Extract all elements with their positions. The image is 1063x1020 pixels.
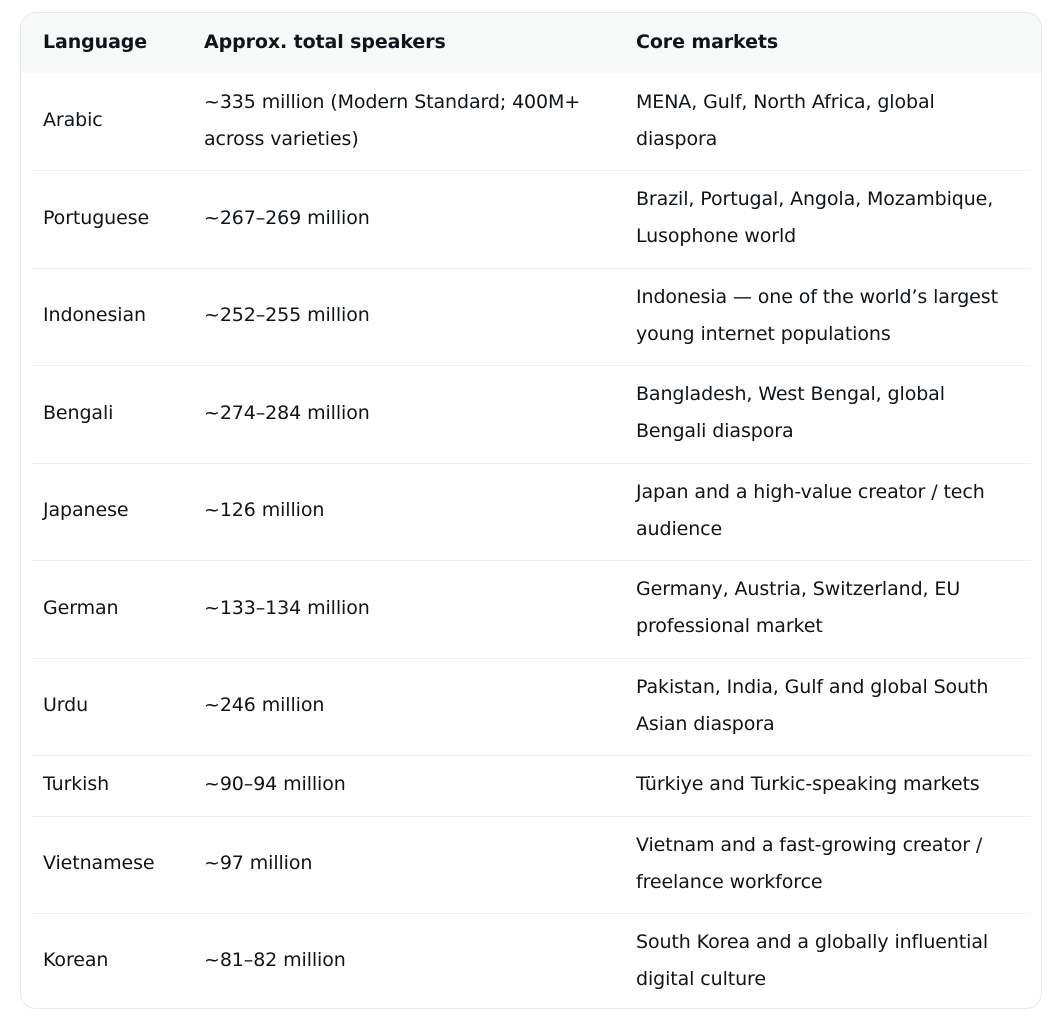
cell-markets-line: Bengali diaspora xyxy=(636,420,794,442)
cell-markets-line: freelance workforce xyxy=(636,870,823,893)
cell-speakers-line: ~133–134 million xyxy=(204,596,370,619)
cell-markets-line: South Korea and a globally influential xyxy=(636,930,989,953)
cell-speakers xyxy=(204,845,312,882)
row-divider xyxy=(32,913,1031,914)
cell-markets xyxy=(636,766,980,803)
cell-markets-line: Pakistan, India, Gulf and global South xyxy=(636,675,989,698)
row-divider xyxy=(32,170,1031,171)
cell-markets-line: Japan and a high-value creator / tech xyxy=(636,480,985,503)
cell-language: German xyxy=(43,596,119,619)
cell-markets xyxy=(636,376,945,450)
cell-markets xyxy=(636,279,998,353)
languages-table xyxy=(20,12,1042,1009)
cell-speakers-line: ~246 million xyxy=(204,694,325,716)
cell-markets xyxy=(636,84,935,158)
cell-speakers-line: ~126 million xyxy=(204,499,325,521)
cell-markets-line: professional market xyxy=(636,615,823,637)
cell-markets xyxy=(636,669,988,743)
cell-speakers-line: ~97 million xyxy=(204,852,313,874)
header-speakers: Approx. total speakers xyxy=(204,31,446,53)
cell-speakers xyxy=(204,687,324,724)
row-divider xyxy=(32,816,1031,817)
cell-markets xyxy=(636,571,960,645)
cell-speakers xyxy=(204,84,580,158)
cell-speakers-line: ~252–255 million xyxy=(204,304,370,326)
row-divider xyxy=(32,268,1031,269)
cell-markets-line: Brazil, Portugal, Angola, Mozambique, xyxy=(636,188,994,210)
cell-language: Indonesian xyxy=(43,304,146,326)
cell-language: Vietnamese xyxy=(43,852,155,874)
cell-language: Arabic xyxy=(43,109,103,131)
table-header-row xyxy=(21,13,1041,73)
cell-markets-line: digital culture xyxy=(636,967,766,990)
cell-markets xyxy=(636,474,985,548)
cell-markets xyxy=(636,181,993,255)
cell-markets xyxy=(636,924,988,998)
cell-speakers-line: across varieties) xyxy=(204,127,359,150)
cell-language: Japanese xyxy=(43,499,129,521)
cell-speakers-line: ~81–82 million xyxy=(204,949,346,971)
cell-markets-line: audience xyxy=(636,517,723,540)
cell-language: Portuguese xyxy=(43,206,150,229)
cell-markets-line: young internet populations xyxy=(636,322,891,345)
cell-speakers xyxy=(204,942,346,979)
cell-markets-line: Vietnam and a fast-growing creator / xyxy=(636,833,983,856)
cell-markets-line: Bangladesh, West Bengal, global xyxy=(636,383,945,405)
cell-markets xyxy=(636,827,982,901)
cell-language: Turkish xyxy=(43,773,110,795)
cell-language: Urdu xyxy=(43,694,89,716)
cell-speakers xyxy=(204,297,370,334)
row-divider xyxy=(32,658,1031,659)
row-divider xyxy=(32,755,1031,756)
row-divider xyxy=(32,463,1031,464)
cell-markets-line: diaspora xyxy=(636,127,718,150)
cell-speakers-line: ~90–94 million xyxy=(204,773,346,795)
cell-markets-line: Indonesia — one of the world’s largest xyxy=(636,285,998,308)
cell-speakers xyxy=(204,200,370,237)
row-divider xyxy=(32,560,1031,561)
cell-markets-line: Türkiye and Turkic-speaking markets xyxy=(636,773,980,795)
header-markets: Core markets xyxy=(636,31,779,53)
cell-markets-line: MENA, Gulf, North Africa, global xyxy=(636,90,935,113)
cell-speakers-line: ~274–284 million xyxy=(204,401,370,424)
cell-markets-line: Lusophone world xyxy=(636,225,797,247)
cell-language: Korean xyxy=(43,949,109,971)
cell-speakers-line: ~335 million (Modern Standard; 400M+ xyxy=(204,90,581,113)
cell-language: Bengali xyxy=(43,401,114,424)
cell-speakers xyxy=(204,590,370,627)
cell-speakers xyxy=(204,395,370,432)
cell-speakers-line: ~267–269 million xyxy=(204,206,370,229)
cell-speakers xyxy=(204,766,346,803)
row-divider xyxy=(32,365,1031,366)
cell-markets-line: Asian diaspora xyxy=(636,712,775,735)
header-language: Language xyxy=(43,31,148,53)
cell-speakers xyxy=(204,492,324,529)
cell-markets-line: Germany, Austria, Switzerland, EU xyxy=(636,578,961,600)
